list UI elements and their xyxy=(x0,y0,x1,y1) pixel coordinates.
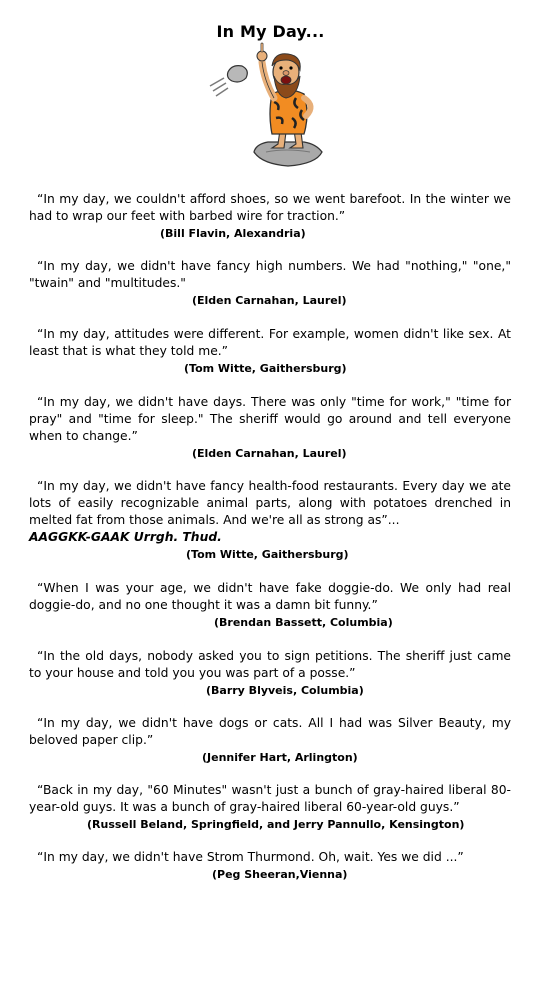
quote-attribution: (Elden Carnahan, Laurel) xyxy=(192,294,347,307)
quote-text: “In my day, we didn't have dogs or cats. All I had was Silver Beauty, my beloved paper clip.” xyxy=(29,716,511,747)
quote-emphasis: AAGGKK-GAAK Urrgh. Thud. xyxy=(29,530,222,544)
quote-attribution: (Bill Flavin, Alexandria) xyxy=(160,227,306,240)
quote-item xyxy=(29,782,511,833)
quote-attribution: (Russell Beland, Springfield, and Jerry Pannullo, Kensington) xyxy=(87,818,465,831)
quote-text: “In my day, attitudes were different. For example, women didn't like sex. At least that is what they told me.” xyxy=(29,327,511,358)
quote-attribution: (Tom Witte, Gaithersburg) xyxy=(184,362,347,375)
quote-attribution: (Elden Carnahan, Laurel) xyxy=(192,447,347,460)
quote-attribution: (Tom Witte, Gaithersburg) xyxy=(186,548,349,561)
quote-item xyxy=(29,849,511,883)
quote-attribution: (Jennifer Hart, Arlington) xyxy=(202,751,358,764)
page-title: In My Day... xyxy=(216,22,325,41)
quote-attribution: (Peg Sheeran,Vienna) xyxy=(212,868,348,881)
quote-item xyxy=(29,258,511,309)
caveman-icon xyxy=(206,40,336,170)
quote-text: “In my day, we couldn't afford shoes, so we went barefoot. In the winter we had to wrap our feet with barbed wire for traction.” xyxy=(29,192,511,223)
quote-attribution: (Brendan Bassett, Columbia) xyxy=(214,616,393,629)
quote-item xyxy=(29,580,511,631)
quote-item xyxy=(29,715,511,766)
quote-list xyxy=(29,191,511,883)
quote-text: “Back in my day, "60 Minutes" wasn't just a bunch of gray-haired liberal 80-year-old guys. It was a bunch of gray-haired liberal 60-year-old guys.” xyxy=(29,783,511,814)
quote-text: “In the old days, nobody asked you to sign petitions. The sheriff just came to your house and told you you was part of a posse.” xyxy=(29,649,511,680)
quote-attribution: (Barry Blyveis, Columbia) xyxy=(206,684,364,697)
quote-item xyxy=(29,394,511,462)
quote-text: “In my day, we didn't have fancy health-food restaurants. Every day we ate lots of easily recognizable animal parts, along with potatoes drenched in melted fat from those animals. And we're all as strong as”... xyxy=(29,479,511,527)
quote-item xyxy=(29,326,511,377)
quote-text: “When I was your age, we didn't have fake doggie-do. We only had real doggie-do, and no one thought it was a damn bit funny.” xyxy=(29,581,511,612)
quote-text: “In my day, we didn't have days. There was only "time for work," "time for pray" and "time for sleep." The sheriff would go around and tell everyone when to change.” xyxy=(29,395,511,443)
quote-item xyxy=(29,478,511,563)
quote-text: “In my day, we didn't have fancy high numbers. We had "nothing," "one," "twain" and "multitudes." xyxy=(29,259,511,290)
quote-item xyxy=(29,191,511,242)
quote-item xyxy=(29,648,511,699)
quote-text: “In my day, we didn't have Strom Thurmond. Oh, wait. Yes we did ...” xyxy=(37,850,464,864)
